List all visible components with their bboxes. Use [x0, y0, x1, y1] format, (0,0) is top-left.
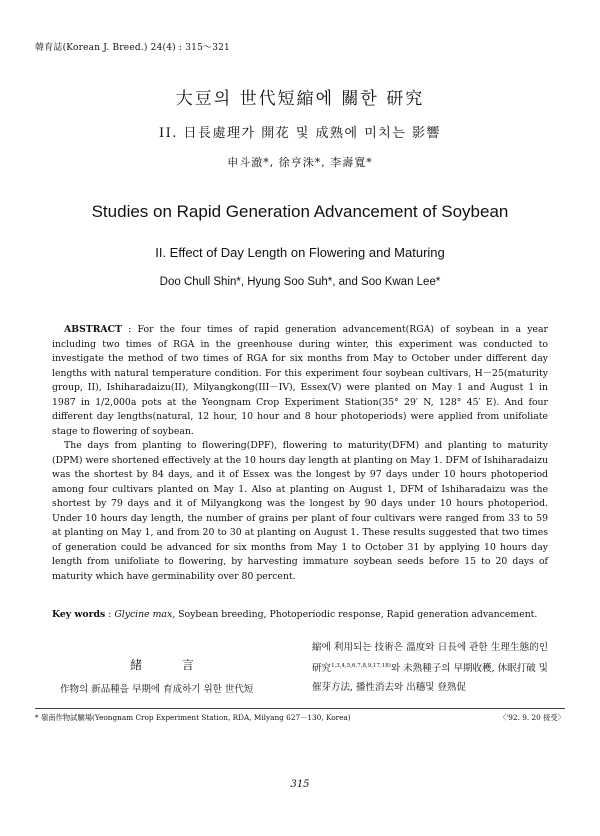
abstract-paragraph-2: The days from planting to flowering(DPF), flowering to maturity(DFM) and planting to maturity (DPM) were shortened effectively at the 10 hours day length at planting on May 1. DFM of Ishiharadaizu was the shortest by 84 days, and it of Essex was the longest by 97 days under 10 hours photoperiod among four cultivars planted on May 1. Also at planting on August 1, DFM of Ishiharadaizu was the shortest by 79 days and it of Milyangkong was the longest by 90 days under 10 hours photoperiod. Under 10 hours day length, the number of grains per plant of four cultivars were ranged from 33 to 59 at planting on May 1, and from 20 to 30 at planting on August 1. These results suggested that two times of generation could be advanced for six months from May 1 to October 31 by applying 10 hours day length from unifoliate to flowering, by harvesting immature soybean seeds before 15 to 20 days of maturity which have germinability over 80 percent. [52, 440, 549, 582]
abstract-label: ABSTRACT [64, 324, 122, 335]
intro-right-text-b: 와 未熟種子의 早期收穫, 休眠打破 및 催芽方法, 播性消去와 出穗및 登熟促 [312, 663, 548, 694]
authors-korean: 申斗澈*, 徐亨洙*, 李壽寬* [227, 156, 373, 169]
footnote [35, 713, 565, 723]
intro-left-text: 作物의 新品種을 早期에 育成하기 위한 世代短 [60, 684, 254, 695]
keywords-label: Key words [52, 609, 106, 620]
reference-superscript: 1,3,4,5,6,7,8,9,17,18) [331, 663, 391, 669]
footnote-affiliation: * 嶺南作物試驗場(Yeongnam Crop Experiment Station, RDA, Milyang 627－130, Korea) [35, 713, 351, 722]
title-korean: 大豆의 世代短縮에 關한 研究 [175, 89, 425, 109]
section-heading-intro: 緒 言 [130, 658, 212, 672]
keywords: Key words : Glycine max, Soybean breeding, Photoperiodic response, Rapid generation advancement. [52, 609, 538, 620]
page-number: 315 [290, 779, 310, 790]
subtitle-english: II. Effect of Day Length on Flowering and Maturing [155, 245, 445, 260]
keywords-italic: Glycine max, [114, 609, 176, 620]
subtitle-korean: II. 日長處理가 開花 및 成熟에 미치는 影響 [158, 126, 442, 141]
intro-right-column [312, 638, 548, 697]
abstract [52, 323, 548, 584]
title-english: Studies on Rapid Generation Advancement of Soybean [91, 202, 509, 221]
intro-right-text-a: 縮에 利用되는 技術은 溫度와 日長에 관한 生理生態的인 研究 [312, 642, 548, 675]
footnote-divider [35, 708, 565, 709]
intro-left-column [52, 650, 290, 697]
abstract-paragraph-1: ABSTRACT : For the four times of rapid generation advancement(RGA) of soybean in a year including two times of RGA in the greenhouse during winter, this experiment was conducted to investigate the method of two times of RGA for six months from May to October under different day lengths with natural temperature condition. For this experiment four soybean cultivars, H－25(maturity group, II), Ishiharadaizu(II), Milyangkong(III－IV), Essex(V) were planted on May 1 and August 1 in 1987 in 1/2,000a pots at the Yeongnam Crop Experiment Station(35° 29′ N, 128° 45′ E). And four different day lengths(natural, 12 hour, 10 hour and 8 hour photoperiods) were applied from unifoliate stage to flowering of soybean. [52, 324, 548, 437]
journal-citation: 韓育誌(Korean J. Breed.) 24(4) : 315〜321 [35, 43, 230, 53]
footnote-received-date: 〈'92. 9. 20 接受〉 [498, 713, 565, 722]
keywords-rest: Soybean breeding, Photoperiodic response, Rapid generation advancement. [175, 609, 538, 620]
abstract-text-1: For the four times of rapid generation advancement(RGA) of soybean in a year including two times of RGA in the greenhouse during winter, this experiment was conducted to investigate the method of two times of RGA for six months from May to October under different day lengths with natural temperature condition. For this experiment four soybean cultivars, H－25(maturity group, II), Ishiharadaizu(II), Milyangkong(III－IV), Essex(V) were planted on May 1 and August 1 in 1987 in 1/2,000a pots at the Yeongnam Crop Experiment Station(35° 29′ N, 128° 45′ E). And four different day lengths(natural, 12 hour, 10 hour and 8 hour photoperiods) were applied from unifoliate stage to flowering of soybean. [52, 324, 548, 437]
authors-english: Doo Chull Shin*, Hyung Soo Suh*, and Soo Kwan Lee* [159, 276, 441, 288]
